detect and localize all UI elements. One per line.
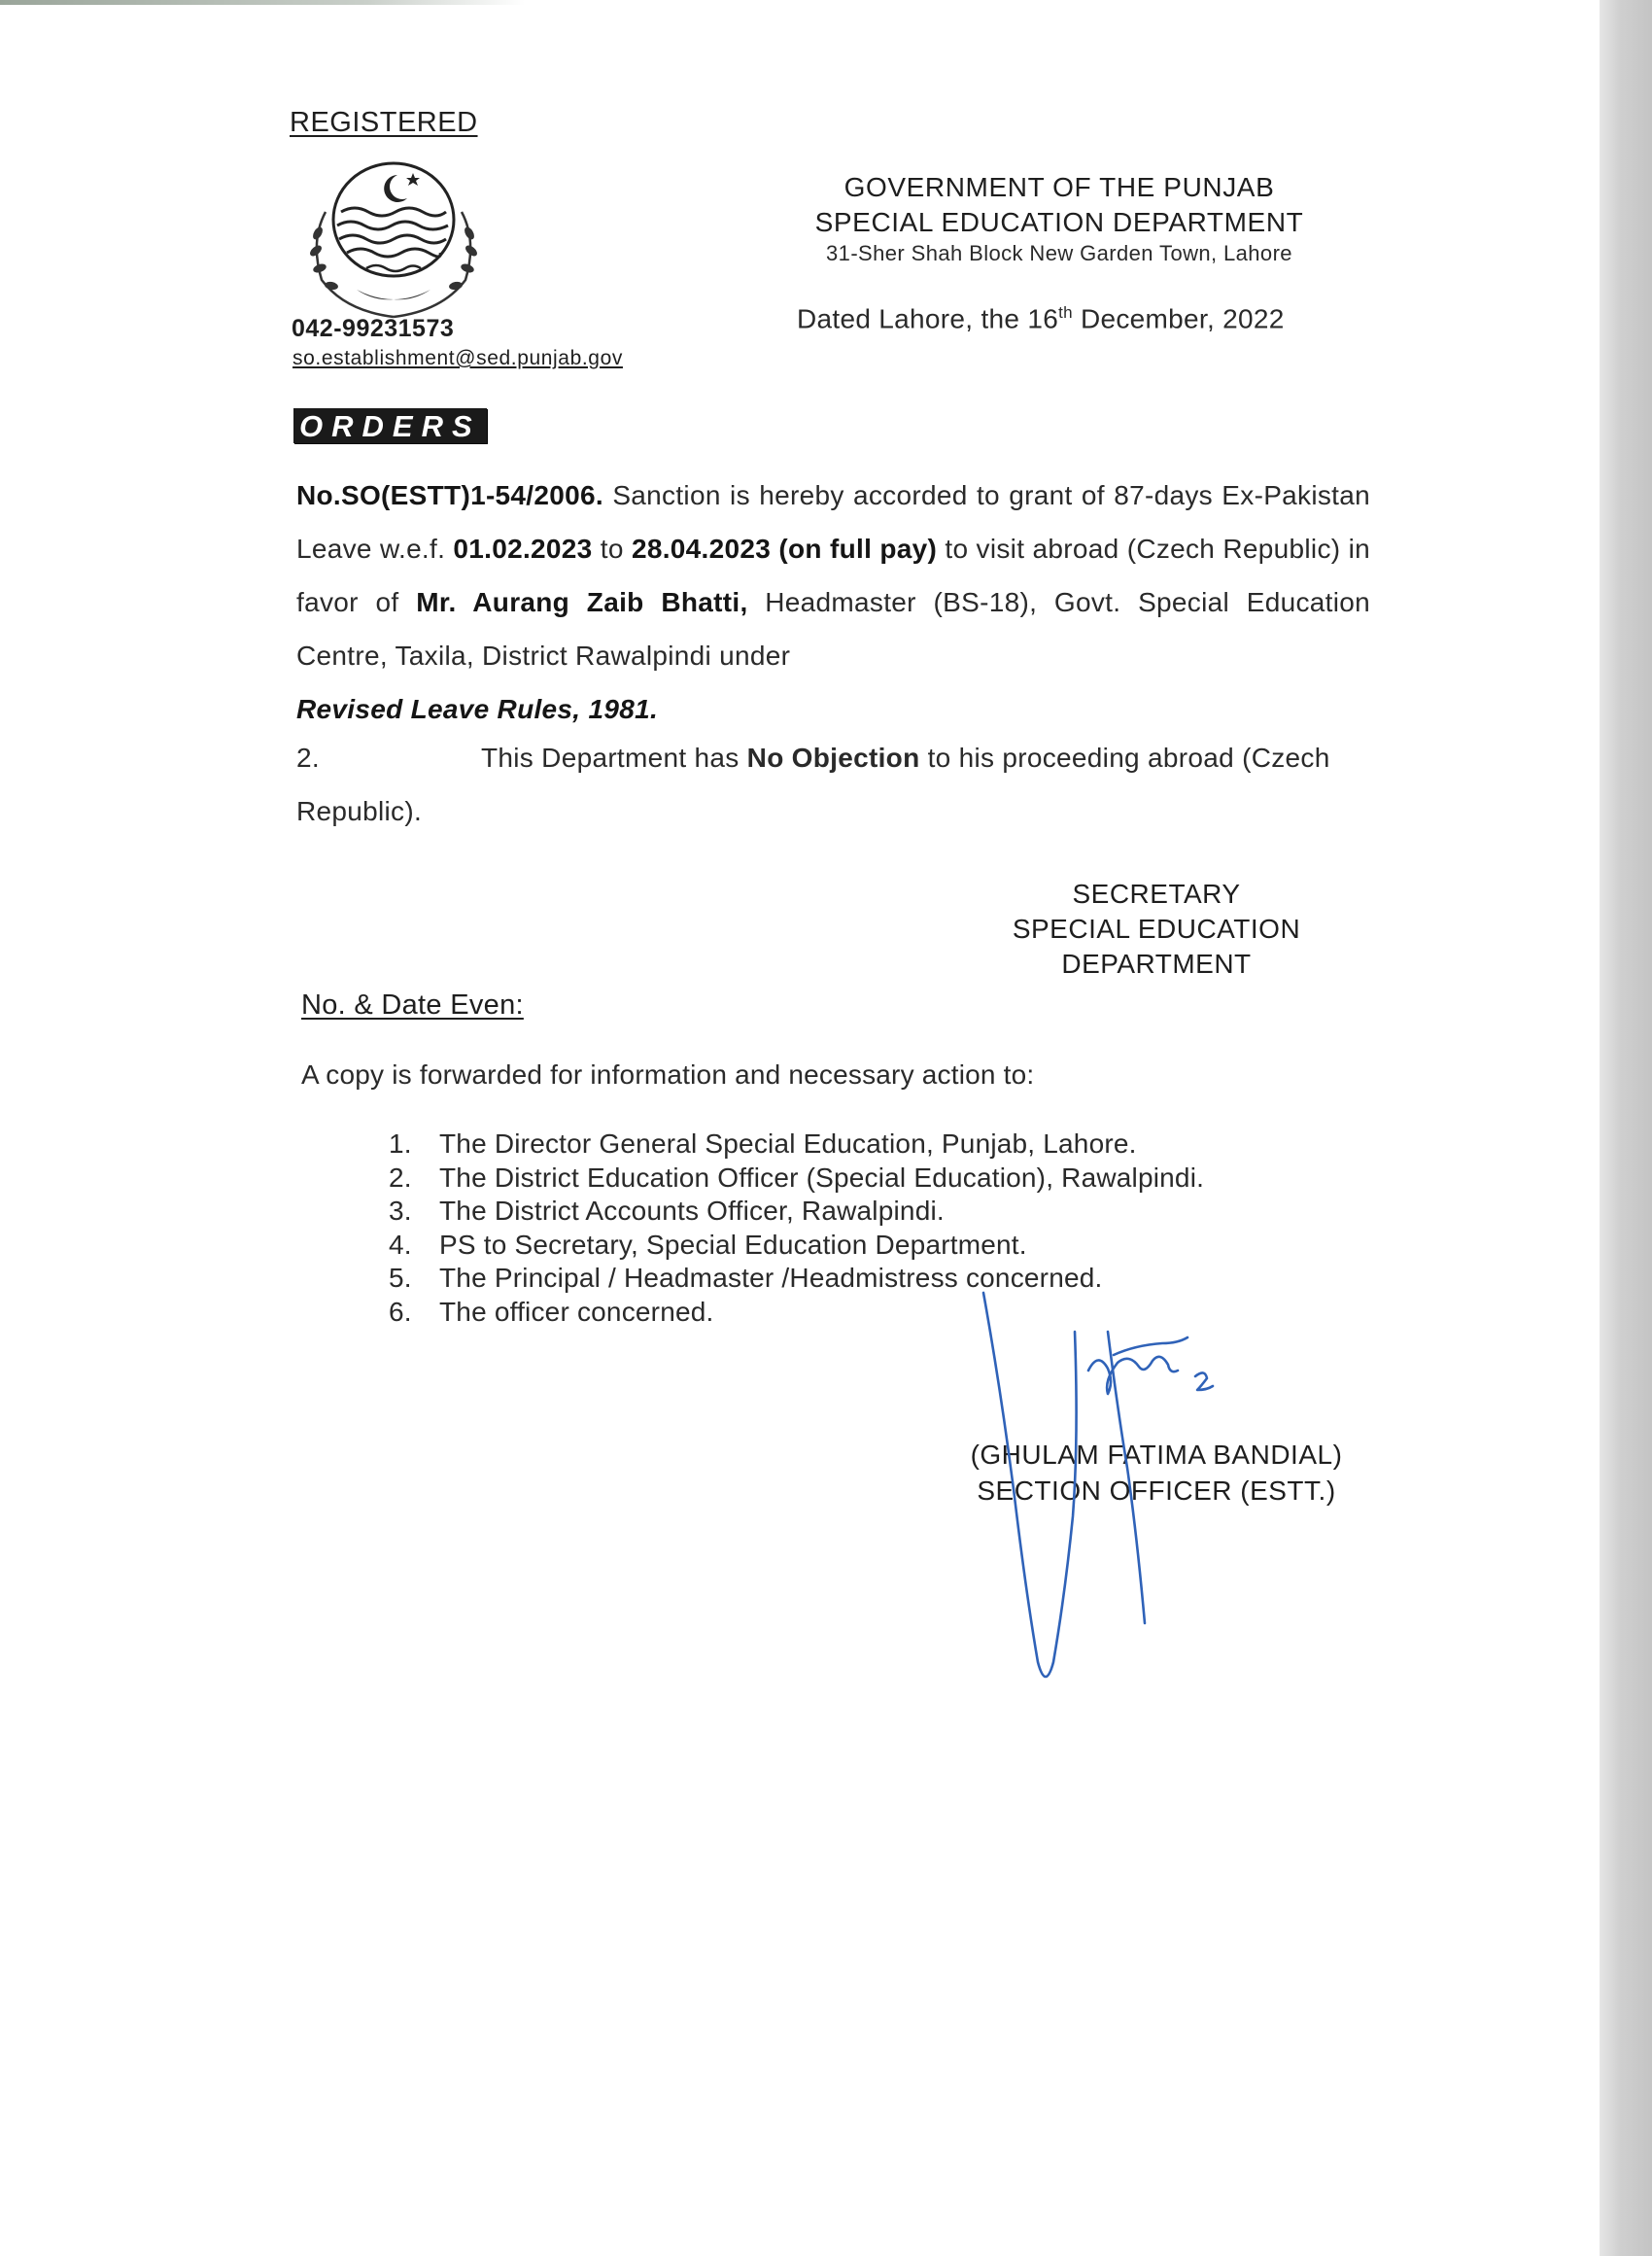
list-item: 3. The District Accounts Officer, Rawalpindi. — [389, 1196, 945, 1226]
letterhead-header — [777, 170, 1341, 267]
phone-number: 042-99231573 — [292, 315, 455, 342]
no-objection: No Objection — [746, 743, 920, 773]
handwritten-signature — [962, 1273, 1234, 1682]
list-item: 6. The officer concerned. — [389, 1296, 714, 1327]
distribution-heading: No. & Date Even: — [301, 989, 524, 1021]
rules-reference: Revised Leave Rules, 1981. — [296, 694, 659, 724]
list-item: 5. The Principal / Headmaster /Headmistress concerned. — [389, 1263, 1103, 1293]
objection-paragraph: 2. This Department has No Objection to his proceeding abroad (Czech Republic). — [296, 743, 1330, 826]
orders-heading: ORDERS — [293, 408, 487, 443]
officer-name: Mr. Aurang Zaib Bhatti, — [416, 587, 748, 617]
list-item: 4. PS to Secretary, Special Education Department. — [389, 1229, 1027, 1260]
department-name: SPECIAL EDUCATION DEPARTMENT — [814, 207, 1304, 237]
email-link[interactable]: so.establishment@sed.punjab.gov — [293, 347, 623, 369]
punjab-emblem-icon — [296, 154, 491, 325]
order-number: No.SO(ESTT)1-54/2006. — [296, 480, 603, 510]
date-line: Dated Lahore, the 16th December, 2022 — [797, 303, 1285, 334]
signatory-name: (GHULAM FATIMA BANDIAL) — [970, 1440, 1343, 1470]
list-item: 1. The Director General Special Education, Punjab, Lahore. — [389, 1128, 1137, 1159]
order-paragraph: No.SO(ESTT)1-54/2006. Sanction is hereby accorded to grant of 87-days Ex-Pakistan Leave w.e.f. 01.02.2023 to 28.04.2023 (on full pay) to visit abroad (Czech Republic) in favor of Mr. Aurang Zaib Bhatti, Headmaster (BS-18), Govt. Special Education Centre, Taxila, District Rawalpindi under Revised Leave Rules, 1981. — [296, 480, 1371, 724]
secretary-block: SECRETARY SPECIAL EDUCATION DEPARTMENT — [1012, 879, 1301, 979]
scan-edge-top — [0, 0, 525, 5]
scan-edge — [1600, 0, 1652, 2256]
signatory-title: SECTION OFFICER (ESTT.) — [977, 1475, 1336, 1506]
distribution-intro: A copy is forwarded for information and necessary action to: — [301, 1059, 1035, 1090]
department-address: 31-Sher Shah Block New Garden Town, Lahore — [826, 241, 1292, 265]
registered-label: REGISTERED — [290, 107, 478, 138]
government-name: GOVERNMENT OF THE PUNJAB — [843, 172, 1275, 202]
list-item: 2. The District Education Officer (Special Education), Rawalpindi. — [389, 1162, 1205, 1193]
